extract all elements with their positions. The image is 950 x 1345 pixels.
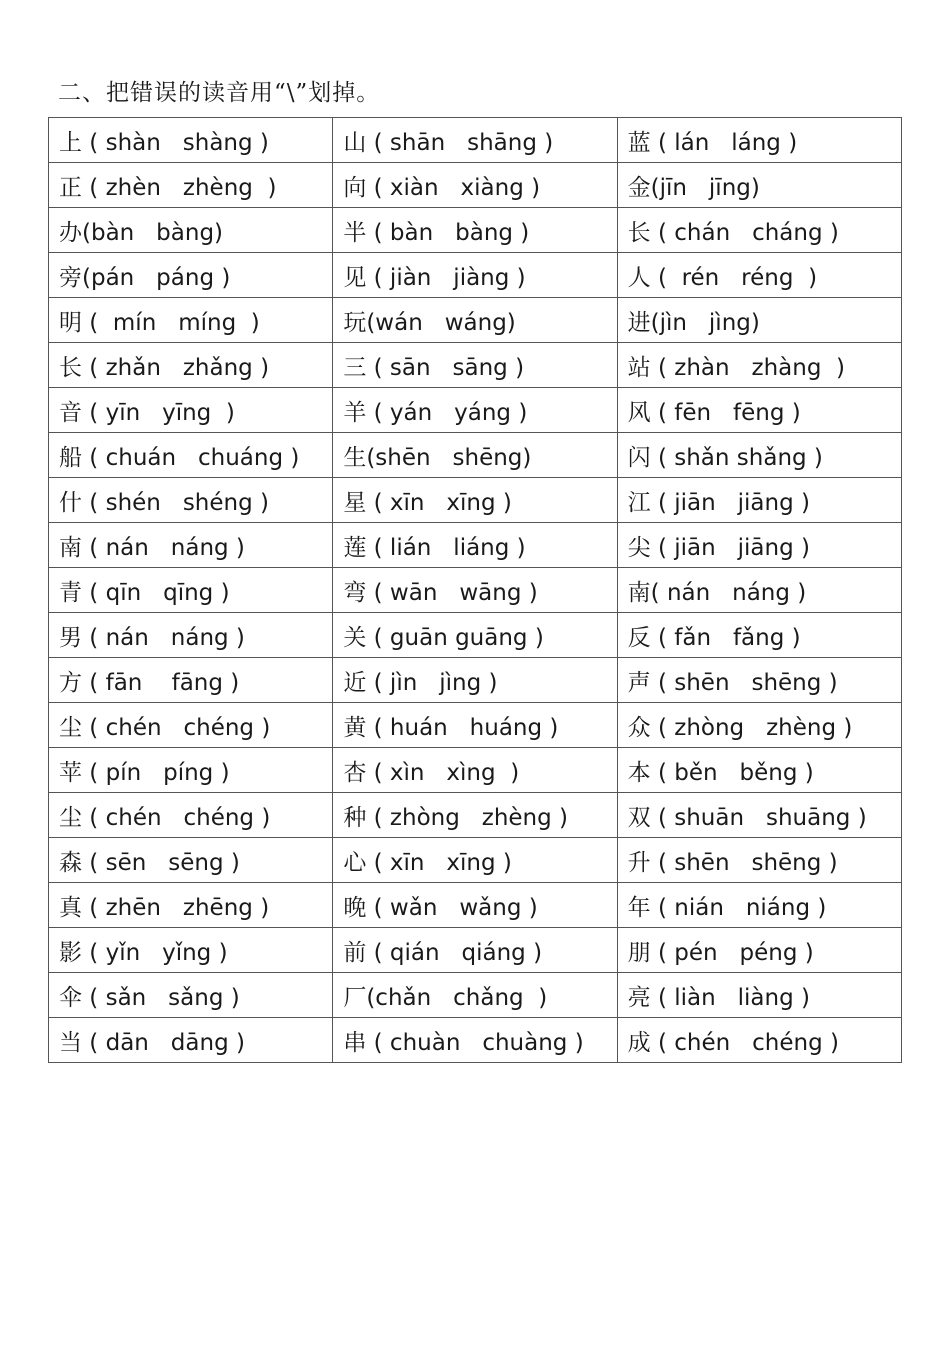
pinyin-cell: 玩(wán wáng) — [333, 298, 617, 343]
pinyin-cell: 种 ( zhòng zhèng ) — [333, 793, 617, 838]
pinyin-cell: 杏 ( xìn xìng ) — [333, 748, 617, 793]
pinyin-cell: 方 ( fān fāng ) — [49, 658, 333, 703]
pinyin-cell: 南 ( nán náng ) — [49, 523, 333, 568]
table-row — [49, 793, 902, 838]
pinyin-cell: 真 ( zhēn zhēng ) — [49, 883, 333, 928]
table-row — [49, 613, 902, 658]
pinyin-cell: 朋 ( pén péng ) — [617, 928, 901, 973]
pinyin-cell: 近 ( jìn jìng ) — [333, 658, 617, 703]
pinyin-cell: 进(jìn jìng) — [617, 298, 901, 343]
pinyin-cell: 生(shēn shēng) — [333, 433, 617, 478]
table-row — [49, 1018, 902, 1063]
pinyin-cell: 尘 ( chén chéng ) — [49, 703, 333, 748]
pinyin-cell: 正 ( zhèn zhèng ) — [49, 163, 333, 208]
pinyin-cell: 青 ( qīn qīng ) — [49, 568, 333, 613]
pinyin-cell: 男 ( nán náng ) — [49, 613, 333, 658]
pinyin-cell: 风 ( fēn fēng ) — [617, 388, 901, 433]
pinyin-cell: 什 ( shén shéng ) — [49, 478, 333, 523]
pinyin-cell: 森 ( sēn sēng ) — [49, 838, 333, 883]
table-row — [49, 478, 902, 523]
table-row — [49, 253, 902, 298]
pinyin-table — [48, 117, 902, 1063]
pinyin-cell: 关 ( guān guāng ) — [333, 613, 617, 658]
pinyin-cell: 蓝 ( lán láng ) — [617, 118, 901, 163]
pinyin-cell: 南( nán náng ) — [617, 568, 901, 613]
pinyin-cell: 旁(pán páng ) — [49, 253, 333, 298]
pinyin-cell: 站 ( zhàn zhàng ) — [617, 343, 901, 388]
pinyin-cell: 船 ( chuán chuáng ) — [49, 433, 333, 478]
table-row — [49, 343, 902, 388]
pinyin-cell: 星 ( xīn xīng ) — [333, 478, 617, 523]
pinyin-cell: 影 ( yǐn yǐng ) — [49, 928, 333, 973]
table-row — [49, 118, 902, 163]
pinyin-cell: 晚 ( wǎn wǎng ) — [333, 883, 617, 928]
table-row — [49, 208, 902, 253]
pinyin-cell: 黄 ( huán huáng ) — [333, 703, 617, 748]
pinyin-cell: 江 ( jiān jiāng ) — [617, 478, 901, 523]
table-row — [49, 883, 902, 928]
pinyin-cell: 本 ( běn běng ) — [617, 748, 901, 793]
pinyin-cell: 反 ( fǎn fǎng ) — [617, 613, 901, 658]
pinyin-cell: 尘 ( chén chéng ) — [49, 793, 333, 838]
pinyin-cell: 声 ( shēn shēng ) — [617, 658, 901, 703]
pinyin-cell: 长 ( zhǎn zhǎng ) — [49, 343, 333, 388]
pinyin-cell: 伞 ( sǎn sǎng ) — [49, 973, 333, 1018]
pinyin-cell: 音 ( yīn yīng ) — [49, 388, 333, 433]
pinyin-cell: 众 ( zhòng zhèng ) — [617, 703, 901, 748]
pinyin-cell: 羊 ( yán yáng ) — [333, 388, 617, 433]
pinyin-cell: 升 ( shēn shēng ) — [617, 838, 901, 883]
table-row — [49, 928, 902, 973]
pinyin-cell: 向 ( xiàn xiàng ) — [333, 163, 617, 208]
pinyin-cell: 前 ( qián qiáng ) — [333, 928, 617, 973]
exercise-heading: 二、把错误的读音用“\”划掉。 — [58, 80, 381, 106]
pinyin-cell: 金(jīn jīng) — [617, 163, 901, 208]
pinyin-cell: 双 ( shuān shuāng ) — [617, 793, 901, 838]
table-row — [49, 568, 902, 613]
table-row — [49, 163, 902, 208]
pinyin-cell: 亮 ( liàn liàng ) — [617, 973, 901, 1018]
pinyin-cell: 上 ( shàn shàng ) — [49, 118, 333, 163]
pinyin-cell: 当 ( dān dāng ) — [49, 1018, 333, 1063]
pinyin-cell: 三 ( sān sāng ) — [333, 343, 617, 388]
pinyin-cell: 见 ( jiàn jiàng ) — [333, 253, 617, 298]
table-row — [49, 298, 902, 343]
pinyin-cell: 尖 ( jiān jiāng ) — [617, 523, 901, 568]
pinyin-cell: 苹 ( pín píng ) — [49, 748, 333, 793]
table-row — [49, 838, 902, 883]
table-row — [49, 433, 902, 478]
pinyin-cell: 弯 ( wān wāng ) — [333, 568, 617, 613]
pinyin-cell: 莲 ( lián liáng ) — [333, 523, 617, 568]
pinyin-cell: 山 ( shān shāng ) — [333, 118, 617, 163]
table-row — [49, 388, 902, 433]
pinyin-cell: 心 ( xīn xīng ) — [333, 838, 617, 883]
table-row — [49, 523, 902, 568]
pinyin-cell: 人 ( rén réng ) — [617, 253, 901, 298]
pinyin-cell: 成 ( chén chéng ) — [617, 1018, 901, 1063]
pinyin-cell: 年 ( nián niáng ) — [617, 883, 901, 928]
table-row — [49, 703, 902, 748]
table-row — [49, 748, 902, 793]
pinyin-cell: 闪 ( shǎn shǎng ) — [617, 433, 901, 478]
pinyin-cell: 半 ( bàn bàng ) — [333, 208, 617, 253]
pinyin-table-body — [49, 118, 902, 1063]
pinyin-cell: 串 ( chuàn chuàng ) — [333, 1018, 617, 1063]
pinyin-cell: 厂(chǎn chǎng ) — [333, 973, 617, 1018]
table-row — [49, 973, 902, 1018]
table-row — [49, 658, 902, 703]
pinyin-cell: 明 ( mín míng ) — [49, 298, 333, 343]
pinyin-cell: 办(bàn bàng) — [49, 208, 333, 253]
pinyin-cell: 长 ( chán cháng ) — [617, 208, 901, 253]
